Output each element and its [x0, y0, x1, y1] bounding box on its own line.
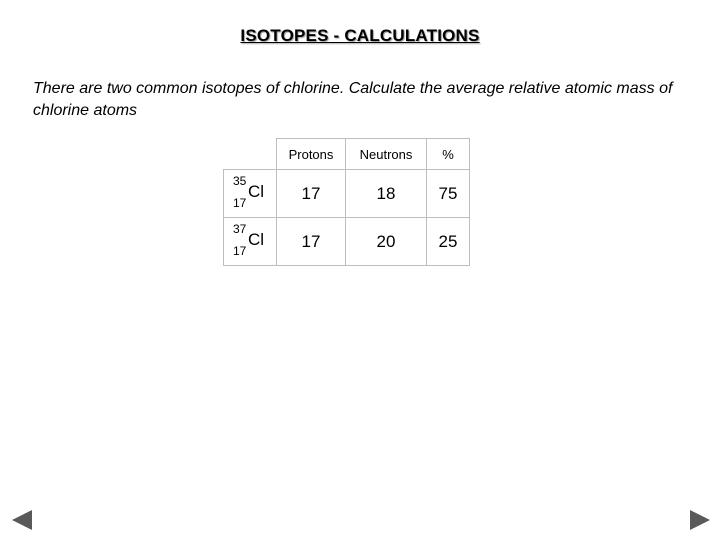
slide-title: ISOTOPES - CALCULATIONS [240, 26, 480, 45]
header-protons: Protons [277, 139, 346, 170]
triangle-right-icon[interactable] [690, 510, 710, 530]
isotope-table [223, 138, 470, 266]
table-header-row [224, 139, 470, 170]
mass-number: 37 [233, 222, 247, 236]
protons-cell: 17 [277, 218, 346, 266]
element-symbol: Cl [248, 182, 265, 201]
header-percent: % [427, 139, 470, 170]
element-symbol: Cl [248, 230, 265, 249]
mass-number: 35 [233, 174, 247, 188]
protons-cell: 17 [277, 170, 346, 218]
neutrons-cell: 18 [346, 170, 427, 218]
neutrons-cell: 20 [346, 218, 427, 266]
nuclide-notation [224, 218, 276, 265]
percent-cell: 25 [427, 218, 470, 266]
table-row [224, 218, 470, 266]
header-neutrons: Neutrons [346, 139, 427, 170]
isotope-cell [224, 170, 277, 218]
atomic-number: 17 [233, 196, 247, 210]
table-row [224, 170, 470, 218]
intro-text: There are two common isotopes of chlorine. Calculate the average relative atomic mass of chlorine atoms [33, 80, 673, 119]
atomic-number: 17 [233, 244, 247, 258]
header-corner-cell [224, 139, 277, 170]
percent-cell: 75 [427, 170, 470, 218]
nuclide-notation [224, 170, 276, 217]
triangle-left-icon[interactable] [12, 510, 32, 530]
isotope-cell [224, 218, 277, 266]
